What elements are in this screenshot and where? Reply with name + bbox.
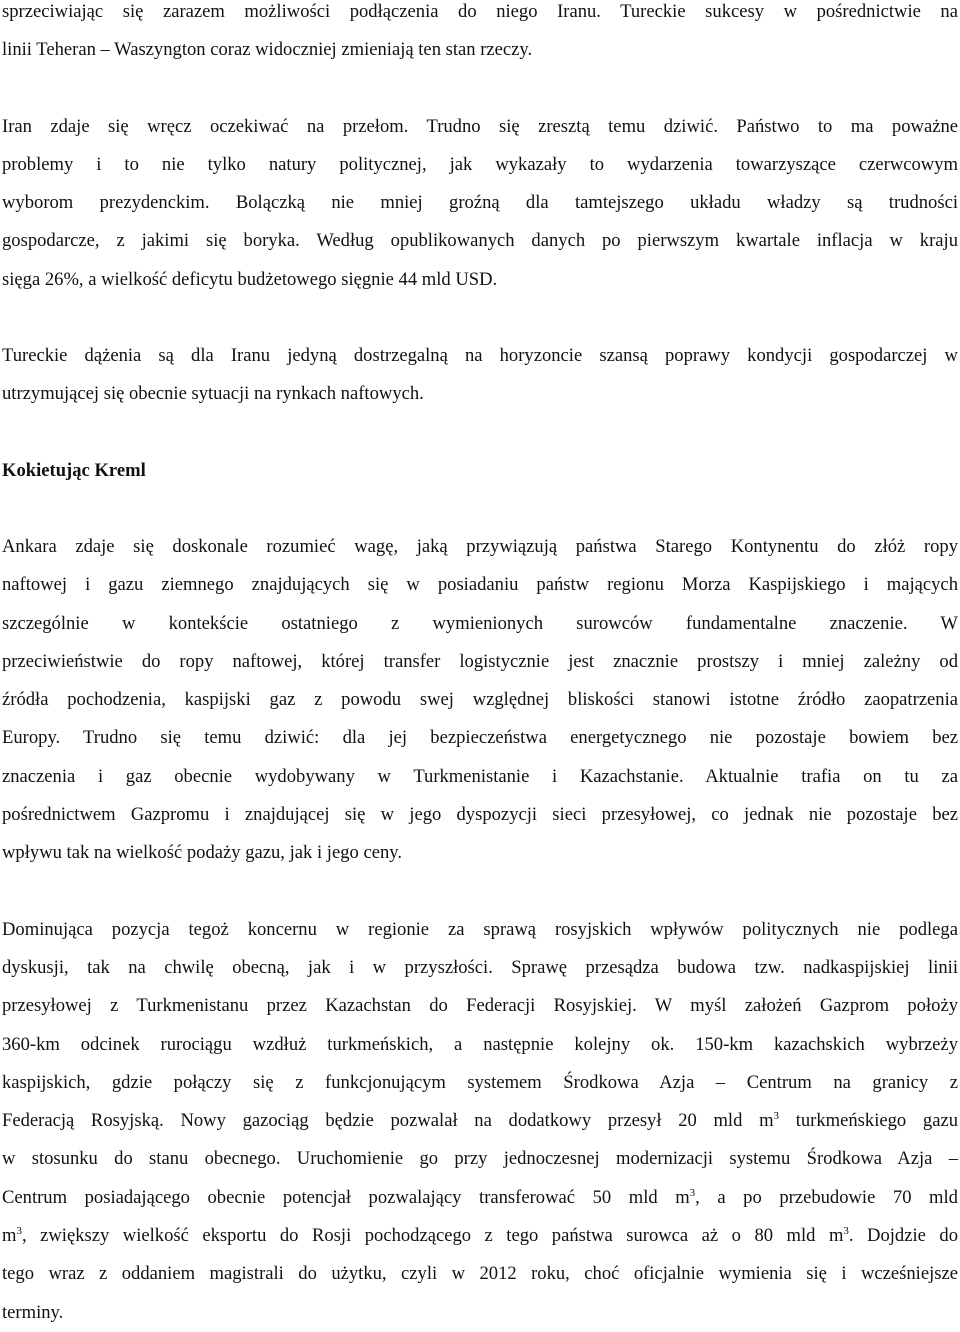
paragraph-5 bbox=[2, 911, 958, 1332]
text-run: , zwiększy wielkość eksportu do Rosji pochodzącego z tego państwa surowca aż o 80 mld m bbox=[21, 1225, 844, 1247]
text-line: Tureckie dążenia są dla Iranu jedyną dostrzegalną na horyzoncie szansą poprawy kondycji gospodarczej w bbox=[2, 345, 958, 367]
text-run: Centrum posiadającego obecnie potencjał pozwalający transferować 50 mld m bbox=[2, 1186, 690, 1208]
text-line: 360-km odcinek rurociągu wzdłuż turkmeńskich, a następnie kolejny ok. 150-km kazachskich wybrzeży bbox=[2, 1033, 958, 1055]
text-line: szczególnie w kontekście ostatniego z wymienionych surowców fundamentalne znaczenie. W bbox=[2, 612, 958, 634]
text-run: . Dojdzie do bbox=[848, 1225, 958, 1247]
text-line: naftowej i gazu ziemnego znajdujących się w posiadaniu państw regionu Morza Kaspijskiego i mających bbox=[2, 574, 958, 596]
text-line: terminy. bbox=[2, 1301, 64, 1323]
text-line bbox=[2, 1217, 958, 1255]
text-line: pośrednictwem Gazpromu i znajdującej się w jego dyspozycji sieci przesyłowej, co jednak nie pozostaje bez bbox=[2, 804, 958, 826]
superscript: 3 bbox=[689, 1186, 696, 1199]
text-line bbox=[2, 1102, 958, 1140]
text-line: przesyłowej z Turkmenistanu przez Kazachstan do Federacji Rosyjskiej. W myśl założeń Gazprom położy bbox=[2, 995, 958, 1017]
superscript: 3 bbox=[843, 1225, 849, 1238]
text-line: Ankara zdaje się doskonale rozumieć wagę, jaką przywiązują państwa Starego Kontynentu do złóż ropy bbox=[2, 535, 958, 557]
text-line: znaczenia i gaz obecnie wydobywany w Turkmenistanie i Kazachstanie. Aktualnie trafia on tu za bbox=[2, 765, 958, 787]
text-line: wyborom prezydenckim. Bolączką nie mniej groźną dla tamtejszego układu władzy są trudności bbox=[2, 192, 958, 214]
text-line: Dominująca pozycja tegoż koncernu w regionie za sprawą rosyjskich wpływów politycznych nie podlega bbox=[2, 918, 958, 940]
paragraph-gap bbox=[2, 490, 958, 528]
text-line: Iran zdaje się wręcz oczekiwać na przełom. Trudno się zresztą temu dziwić. Państwo to ma poważne bbox=[2, 115, 958, 137]
text-run: m bbox=[2, 1225, 17, 1247]
text-line: tego wraz z oddaniem magistrali do użytku, czyli w 2012 roku, choć oficjalnie wymienia się i wcześniejsze bbox=[2, 1263, 958, 1285]
paragraph-gap bbox=[2, 414, 958, 452]
superscript: 3 bbox=[16, 1225, 22, 1238]
text-line: utrzymującej się obecnie sytuacji na rynkach naftowych. bbox=[2, 383, 424, 405]
text-line: wpływu tak na wielkość podaży gazu, jak i jego ceny. bbox=[2, 842, 402, 864]
text-run: Federacją Rosyjską. Nowy gazociąg będzie pozwalał na dodatkowy przesył 20 mld m bbox=[2, 1110, 774, 1132]
text-line: dyskusji, tak na chwilę obecną, jak i w przyszłości. Sprawę przesądza budowa tzw. nadkaspijskiej linii bbox=[2, 956, 958, 978]
text-line: sięga 26%, a wielkość deficytu budżetowego sięgnie 44 mld USD. bbox=[2, 268, 498, 290]
paragraph-gap bbox=[2, 70, 958, 108]
text-line: gospodarcze, z jakimi się boryka. Według opublikowanych danych po pierwszym kwartale inflacja w kraju bbox=[2, 230, 958, 252]
paragraph-gap bbox=[2, 873, 958, 911]
paragraph-gap bbox=[2, 299, 958, 337]
text-line: sprzeciwiając się zarazem możliwości podłączenia do niego Iranu. Tureckie sukcesy w pośrednictwie na bbox=[2, 1, 958, 22]
text-run: , a po przebudowie 70 mld bbox=[695, 1186, 958, 1208]
text-line: przeciwieństwie do ropy naftowej, której transfer logistycznie jest znacznie prostszy i mniej zależny od bbox=[2, 650, 958, 672]
text-line: problemy i to nie tylko natury politycznej, jak wykazały to wydarzenia towarzyszące czerwcowym bbox=[2, 153, 958, 175]
paragraph-2 bbox=[2, 108, 958, 299]
text-line: źródła pochodzenia, kaspijski gaz z powodu swej względnej bliskości stanowi istotne źródło zaopatrzenia bbox=[2, 689, 958, 711]
text-run: turkmeńskiego gazu bbox=[779, 1110, 958, 1132]
paragraph-4 bbox=[2, 528, 958, 873]
text-line bbox=[2, 1179, 958, 1217]
text-line: w stosunku do stanu obecnego. Uruchomienie go przy jednoczesnej modernizacji systemu Środkowa Azja – bbox=[2, 1148, 958, 1170]
superscript: 3 bbox=[773, 1110, 780, 1123]
section-heading: Kokietując Kreml bbox=[2, 459, 146, 481]
paragraph-1 bbox=[2, 0, 958, 70]
paragraph-3 bbox=[2, 337, 958, 414]
text-line: linii Teheran – Waszyngton coraz widoczniej zmieniają ten stan rzeczy. bbox=[2, 39, 533, 61]
text-line: kaspijskich, gdzie połączy się z funkcjonującym systemem Środkowa Azja – Centrum na granicy z bbox=[2, 1071, 958, 1093]
text-line: Europy. Trudno się temu dziwić: dla jej bezpieczeństwa energetycznego nie pozostaje bowiem bez bbox=[2, 727, 958, 749]
